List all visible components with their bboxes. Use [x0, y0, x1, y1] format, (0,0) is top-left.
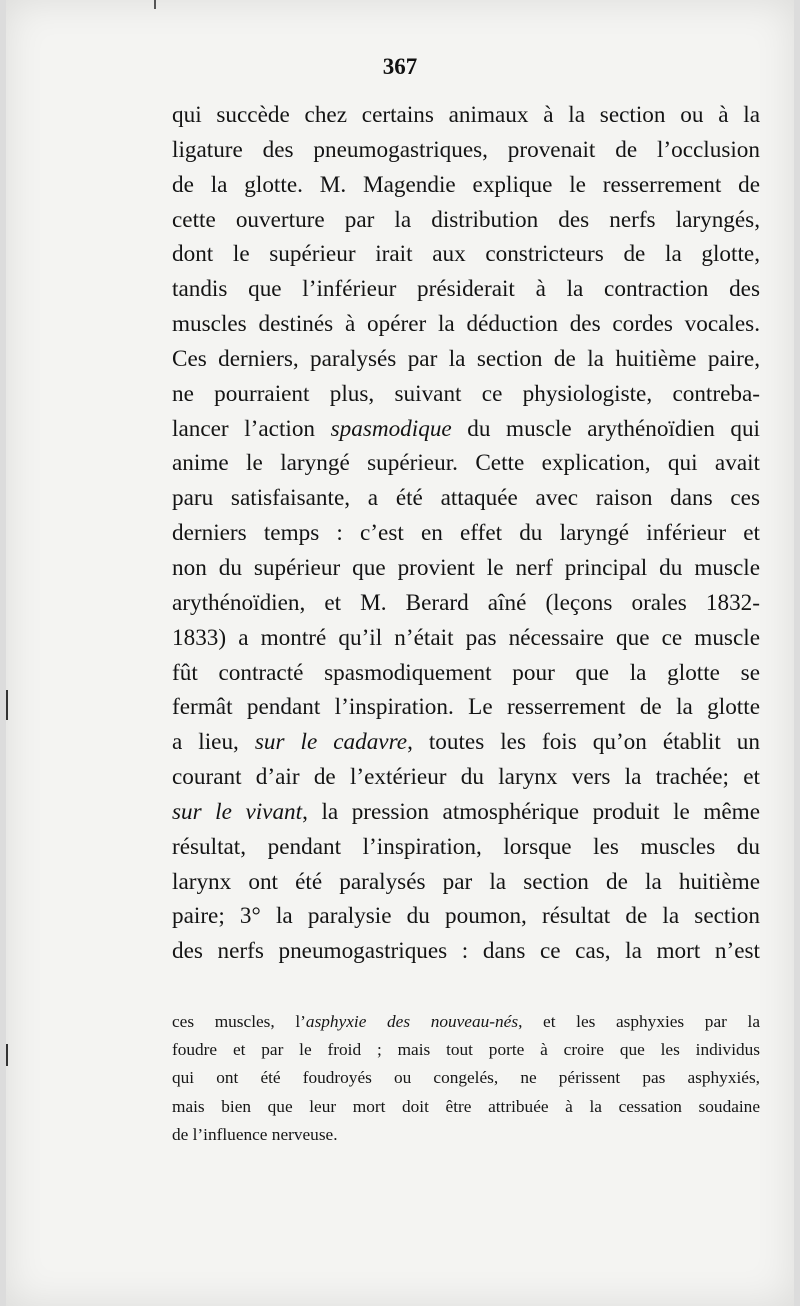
text-run: arythénoïdien, et M. Berard aîné (leçons orales 1832- [172, 589, 760, 616]
margin-mark [6, 690, 8, 720]
text-line [172, 98, 760, 133]
text-run: ne pourraient plus, suivant ce physiologiste, contreba- [172, 380, 760, 407]
text-line [172, 899, 760, 934]
body-text [172, 98, 760, 969]
text-run: qui succède chez certains animaux à la section ou à la [172, 102, 760, 128]
text-run: paru satisfaisante, a été attaquée avec raison dans ces [172, 485, 760, 512]
text-run: , et les asphyxies par la [518, 1012, 760, 1031]
text-line [172, 133, 760, 168]
text-line [172, 830, 760, 865]
margin-mark [6, 1044, 8, 1066]
footnote [172, 1008, 760, 1149]
text-run: Ces derniers, paralysés par la section de la huitième paire, [172, 345, 760, 372]
text-run: non du supérieur que provient le nerf principal du muscle [172, 554, 760, 581]
text-line [172, 586, 760, 621]
text-line [172, 725, 760, 760]
footnote-line [172, 1064, 760, 1092]
text-line [172, 446, 760, 481]
text-run: , toutes les fois qu’on établit un [407, 729, 760, 756]
text-line [172, 237, 760, 272]
text-run: ligature des pneumogastriques, provenait de l’occlusion [172, 136, 760, 163]
footnote-line [172, 1093, 760, 1121]
text-run: fermât pendant l’inspiration. Le resserrement de la glotte [172, 694, 760, 721]
text-run: muscles destinés à opérer la déduction des cordes vocales. [172, 311, 760, 338]
text-run: qui ont été foudroyés ou congelés, ne périssent pas asphyxiés, [172, 1068, 760, 1088]
text-run: tandis que l’inférieur présiderait à la contraction des [172, 276, 760, 303]
text-line [172, 516, 760, 551]
text-run: de la glotte. M. Magendie explique le resserrement de [172, 171, 760, 198]
text-run: paire; 3° la paralysie du poumon, résultat de la section [172, 903, 760, 930]
text-line [172, 168, 760, 203]
text-run: mais bien que leur mort doit être attribuée à la cessation soudaine [172, 1096, 760, 1116]
text-line [172, 307, 760, 342]
text-line [172, 272, 760, 307]
text-run: 1833) a montré qu’il n’était pas nécessaire que ce muscle [172, 624, 760, 651]
text-line [172, 621, 760, 656]
text-run: anime le laryngé supérieur. Cette explication, qui avait [172, 450, 760, 477]
text-run: , la pression atmosphérique produit le même [302, 798, 761, 825]
text-run: fût contracté spasmodiquement pour que la glotte se [172, 659, 760, 686]
text-line [172, 203, 760, 238]
text-run: ces muscles, l’ [172, 1012, 306, 1031]
text-line [172, 481, 760, 516]
text-run: cette ouverture par la distribution des nerfs laryngés, [172, 206, 760, 233]
page-number: 367 [382, 54, 418, 79]
text-run: larynx ont été paralysés par la section de la huitième [172, 868, 760, 895]
text-run: de l’influence nerveuse. [172, 1124, 338, 1144]
footnote-line [172, 1121, 760, 1149]
margin-mark [154, 0, 156, 9]
footnote-line [172, 1008, 760, 1036]
text-line [172, 760, 760, 795]
text-run: du muscle arythénoïdien qui [451, 415, 760, 442]
footnote-line [172, 1036, 760, 1064]
italic-text: sur le cadavre [254, 729, 408, 756]
text-line [172, 551, 760, 586]
text-run: courant d’air de l’extérieur du larynx vers la trachée; et [172, 764, 760, 791]
text-line [172, 656, 760, 691]
text-line [172, 342, 760, 377]
text-run: dont le supérieur irait aux constricteurs de la glotte, [172, 241, 760, 268]
text-run: lancer l’action [172, 415, 331, 442]
italic-text: sur le vivant [172, 798, 303, 825]
italic-text: asphyxie des nouveau-nés [305, 1012, 519, 1031]
text-run: foudre et par le froid ; mais tout porte à croire que les individus [172, 1040, 760, 1060]
text-run: a lieu, [172, 729, 255, 756]
text-run: derniers temps : c’est en effet du laryngé inférieur et [172, 520, 760, 547]
text-line [172, 377, 760, 412]
text-run: des nerfs pneumogastriques : dans ce cas, la mort n’est [172, 938, 760, 965]
text-line [172, 412, 760, 447]
text-line [172, 934, 760, 969]
text-run: résultat, pendant l’inspiration, lorsque les muscles du [172, 833, 760, 860]
text-line [172, 865, 760, 900]
italic-text: spasmodique [330, 415, 452, 442]
text-line [172, 795, 760, 830]
text-line [172, 690, 760, 725]
